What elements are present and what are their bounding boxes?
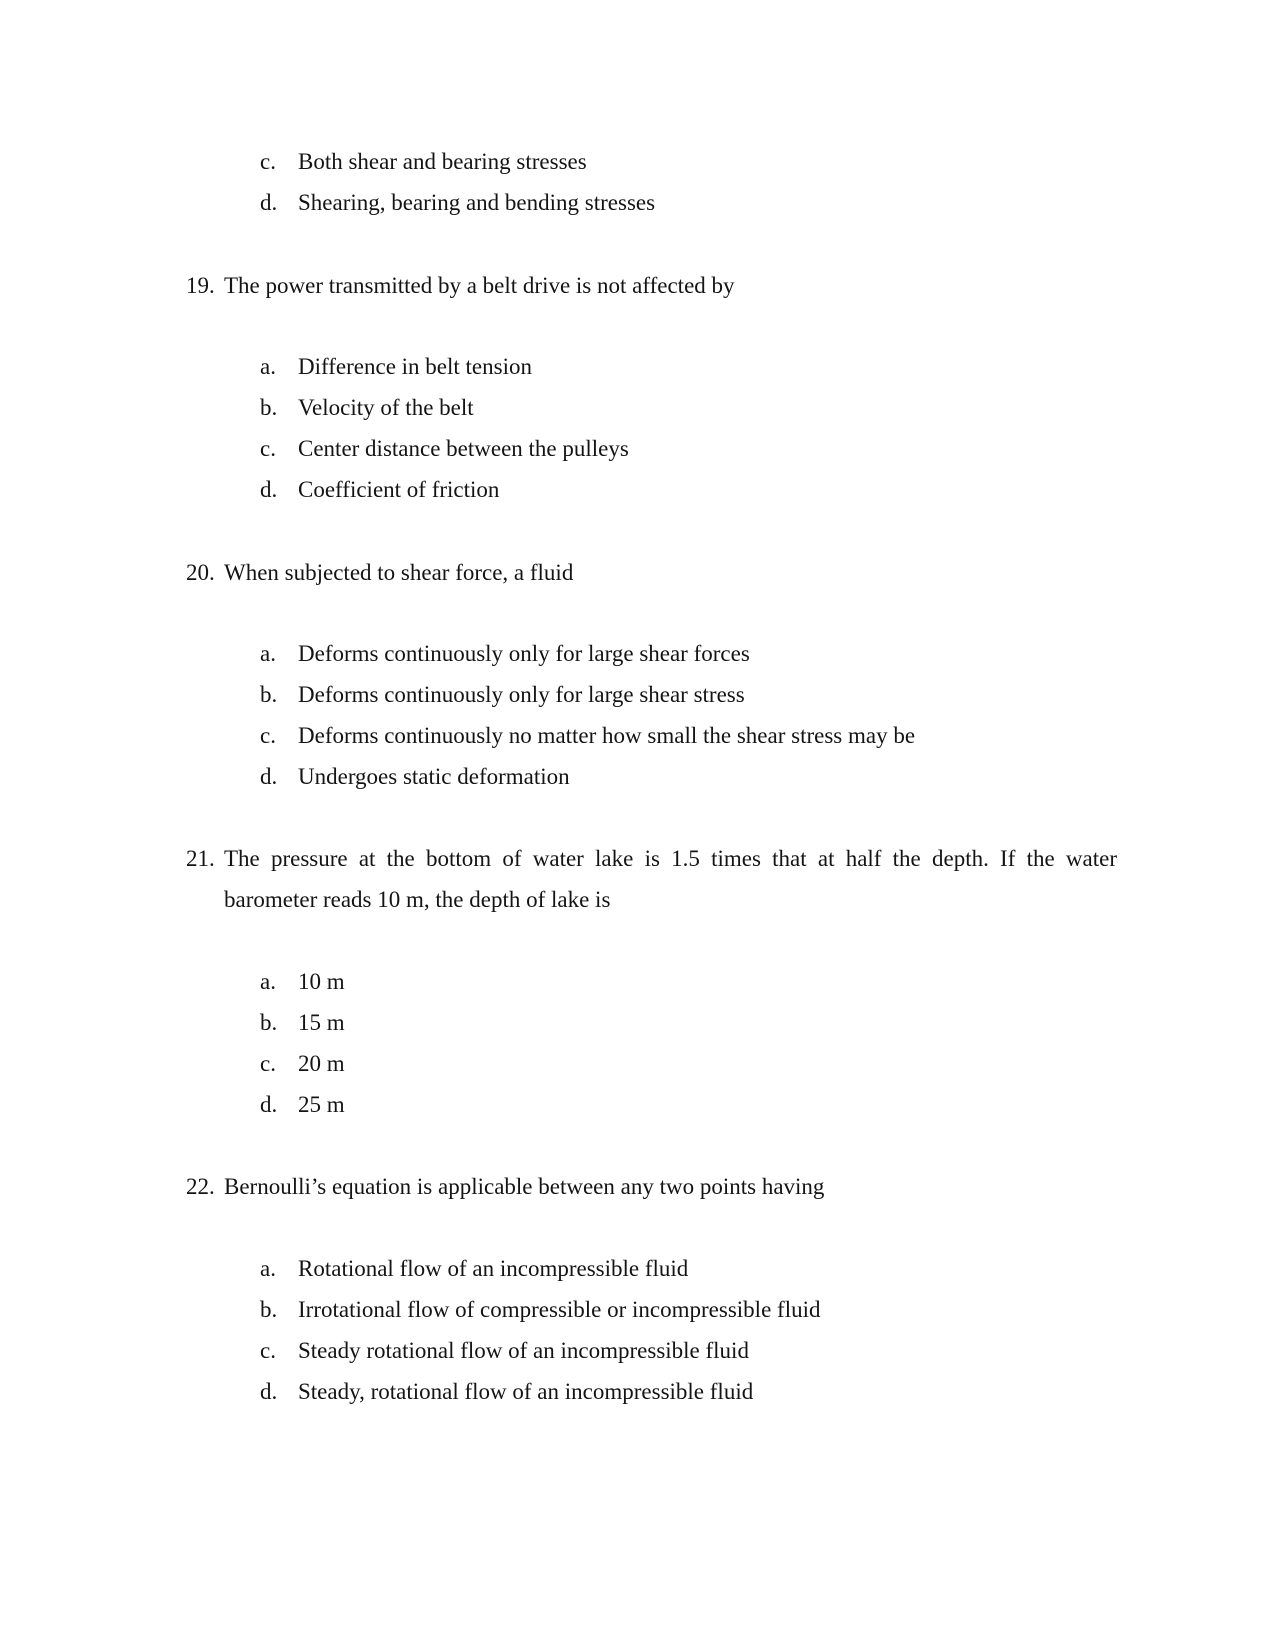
option-text: Both shear and bearing stresses bbox=[298, 149, 587, 174]
option-text: Steady rotational flow of an incompressible fluid bbox=[298, 1338, 749, 1363]
option-text: 25 m bbox=[298, 1092, 345, 1117]
option-letter: c. bbox=[260, 723, 276, 748]
option-letter: a. bbox=[260, 1256, 276, 1281]
option-letter: d. bbox=[260, 477, 278, 502]
option-text: 20 m bbox=[298, 1051, 345, 1076]
option-text: Coefficient of friction bbox=[298, 477, 500, 502]
option-letter: d. bbox=[260, 1379, 278, 1404]
option-letter: a. bbox=[260, 969, 276, 994]
option-letter: c. bbox=[260, 1051, 276, 1076]
option-text: 15 m bbox=[298, 1010, 345, 1035]
question-text: Bernoulli’s equation is applicable between any two points having bbox=[224, 1174, 825, 1199]
option-text: Undergoes static deformation bbox=[298, 764, 570, 789]
option-letter: b. bbox=[260, 682, 278, 707]
question-number: 21. bbox=[186, 846, 215, 871]
question-text: The pressure at the bottom of water lake is 1.5 times that at half the depth. If the water bbox=[224, 846, 1117, 871]
question-text: The power transmitted by a belt drive is not affected by bbox=[224, 273, 735, 298]
option-text: Deforms continuously only for large shear forces bbox=[298, 641, 750, 666]
option-letter: c. bbox=[260, 436, 276, 461]
option-text: Deforms continuously no matter how small the shear stress may be bbox=[298, 723, 916, 748]
option-text: Shearing, bearing and bending stresses bbox=[298, 190, 656, 215]
option-text: 10 m bbox=[298, 969, 345, 994]
option-text: Center distance between the pulleys bbox=[298, 436, 629, 461]
option-text: Irrotational flow of compressible or incompressible fluid bbox=[298, 1297, 821, 1322]
option-text: Deforms continuously only for large shear stress bbox=[298, 682, 745, 707]
option-text: Steady, rotational flow of an incompressible fluid bbox=[298, 1379, 754, 1404]
option-text: Difference in belt tension bbox=[298, 354, 532, 379]
option-letter: b. bbox=[260, 1010, 278, 1035]
option-text: Velocity of the belt bbox=[298, 395, 474, 420]
question-number: 19. bbox=[186, 273, 215, 298]
option-letter: c. bbox=[260, 149, 276, 174]
question-text-continued: barometer reads 10 m, the depth of lake is bbox=[224, 887, 611, 912]
question-number: 20. bbox=[186, 560, 215, 585]
option-text: Rotational flow of an incompressible fluid bbox=[298, 1256, 689, 1281]
option-letter: d. bbox=[260, 1092, 278, 1117]
option-letter: a. bbox=[260, 354, 276, 379]
option-letter: c. bbox=[260, 1338, 276, 1363]
question-text: When subjected to shear force, a fluid bbox=[224, 560, 574, 585]
option-letter: a. bbox=[260, 641, 276, 666]
question-number: 22. bbox=[186, 1174, 215, 1199]
option-letter: d. bbox=[260, 190, 278, 215]
option-letter: b. bbox=[260, 395, 278, 420]
option-letter: b. bbox=[260, 1297, 278, 1322]
option-letter: d. bbox=[260, 764, 278, 789]
